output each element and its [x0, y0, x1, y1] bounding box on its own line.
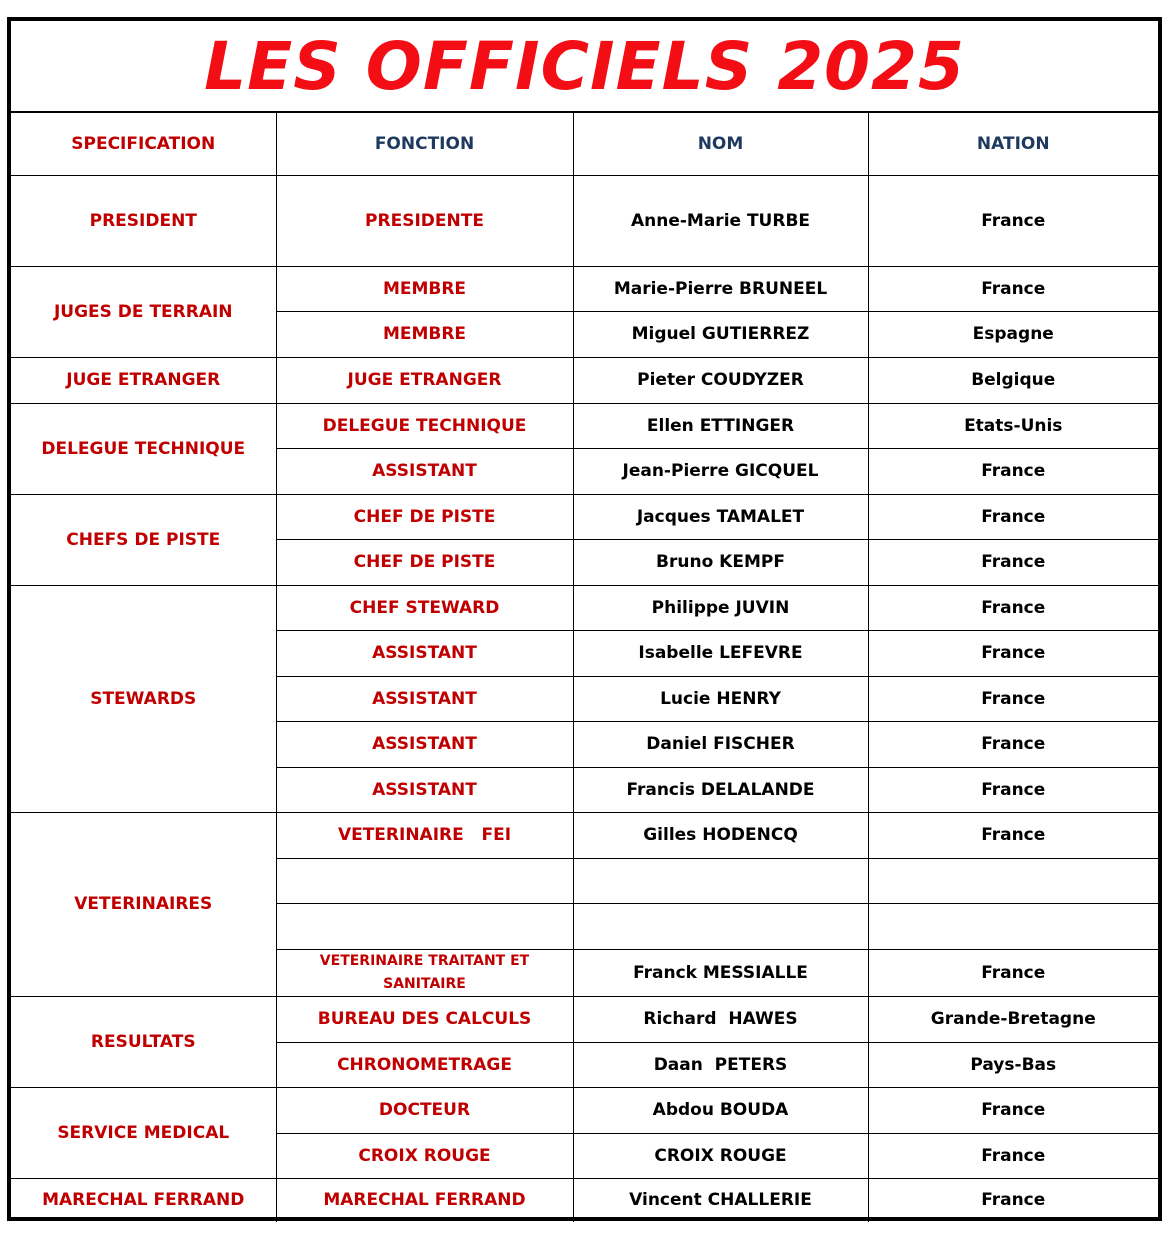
nom-cell: Franck MESSIALLE	[573, 949, 868, 996]
specification-cell: PRESIDENT	[11, 175, 276, 266]
nation-cell: France	[868, 1087, 1158, 1133]
nom-cell: Jacques TAMALET	[573, 494, 868, 539]
fonction-cell: CHEF DE PISTE	[276, 539, 573, 585]
table-row	[11, 175, 1158, 266]
nation-cell: Belgique	[868, 357, 1158, 403]
fonction-cell: CROIX ROUGE	[276, 1133, 573, 1178]
table-row	[11, 357, 1158, 403]
specification-cell: SERVICE MEDICAL	[11, 1087, 276, 1178]
fonction-cell: ASSISTANT	[276, 630, 573, 676]
fonction-cell: ASSISTANT	[276, 721, 573, 767]
nation-cell: Grande-Bretagne	[868, 996, 1158, 1042]
nom-cell: Vincent CHALLERIE	[573, 1178, 868, 1222]
nom-cell: Marie-Pierre BRUNEEL	[573, 266, 868, 311]
table-row	[11, 812, 1158, 858]
fonction-cell: VETERINAIRE FEI	[276, 812, 573, 858]
fonction-cell	[276, 858, 573, 903]
nation-cell: France	[868, 585, 1158, 630]
nation-cell: France	[868, 767, 1158, 812]
nation-cell: France	[868, 812, 1158, 858]
fonction-cell: MEMBRE	[276, 311, 573, 357]
table-row	[11, 1087, 1158, 1133]
table-row	[11, 403, 1158, 448]
fonction-cell: JUGE ETRANGER	[276, 357, 573, 403]
specification-cell: DELEGUE TECHNIQUE	[11, 403, 276, 494]
nation-cell: France	[868, 448, 1158, 494]
nom-cell: Daniel FISCHER	[573, 721, 868, 767]
fonction-cell: CHEF DE PISTE	[276, 494, 573, 539]
nom-cell: Gilles HODENCQ	[573, 812, 868, 858]
fonction-cell: ASSISTANT	[276, 767, 573, 812]
nation-cell	[868, 858, 1158, 903]
nom-cell: Bruno KEMPF	[573, 539, 868, 585]
fonction-cell: ASSISTANT	[276, 448, 573, 494]
nom-cell: Richard HAWES	[573, 996, 868, 1042]
nom-cell: Anne-Marie TURBE	[573, 175, 868, 266]
specification-cell: JUGES DE TERRAIN	[11, 266, 276, 357]
nation-cell: France	[868, 175, 1158, 266]
fonction-cell: MEMBRE	[276, 266, 573, 311]
specification-cell: MARECHAL FERRAND	[11, 1178, 276, 1222]
fonction-cell: BUREAU DES CALCULS	[276, 996, 573, 1042]
nation-cell: France	[868, 1178, 1158, 1222]
nation-cell: Espagne	[868, 311, 1158, 357]
table-row	[11, 266, 1158, 311]
nation-cell: France	[868, 539, 1158, 585]
specification-cell: CHEFS DE PISTE	[11, 494, 276, 585]
nom-cell	[573, 903, 868, 949]
fonction-cell: PRESIDENTE	[276, 175, 573, 266]
fonction-cell: ASSISTANT	[276, 676, 573, 721]
nation-cell: France	[868, 494, 1158, 539]
nom-cell: Lucie HENRY	[573, 676, 868, 721]
nom-cell: Daan PETERS	[573, 1042, 868, 1087]
fonction-cell: VETERINAIRE TRAITANT ET SANITAIRE	[276, 949, 573, 996]
header-nation: NATION	[868, 113, 1158, 175]
specification-cell: VETERINAIRES	[11, 812, 276, 996]
nation-cell: Etats-Unis	[868, 403, 1158, 448]
fonction-cell: CHEF STEWARD	[276, 585, 573, 630]
nom-cell: Philippe JUVIN	[573, 585, 868, 630]
header-fonction: FONCTION	[276, 113, 573, 175]
nom-cell: Jean-Pierre GICQUEL	[573, 448, 868, 494]
officials-sheet	[7, 17, 1162, 1221]
nom-cell: CROIX ROUGE	[573, 1133, 868, 1178]
table-row	[11, 996, 1158, 1042]
table-row	[11, 585, 1158, 630]
nom-cell: Francis DELALANDE	[573, 767, 868, 812]
specification-cell: STEWARDS	[11, 585, 276, 812]
header-nom: NOM	[573, 113, 868, 175]
nation-cell: France	[868, 721, 1158, 767]
nom-cell: Miguel GUTIERREZ	[573, 311, 868, 357]
fonction-cell: CHRONOMETRAGE	[276, 1042, 573, 1087]
specification-cell: JUGE ETRANGER	[11, 357, 276, 403]
fonction-cell: DELEGUE TECHNIQUE	[276, 403, 573, 448]
fonction-cell: MARECHAL FERRAND	[276, 1178, 573, 1222]
nation-cell	[868, 903, 1158, 949]
page-title: LES OFFICIELS 2025	[11, 21, 1158, 113]
nation-cell: France	[868, 1133, 1158, 1178]
nation-cell: France	[868, 949, 1158, 996]
nation-cell: France	[868, 676, 1158, 721]
nom-cell: Pieter COUDYZER	[573, 357, 868, 403]
nom-cell: Isabelle LEFEVRE	[573, 630, 868, 676]
fonction-cell	[276, 903, 573, 949]
specification-cell: RESULTATS	[11, 996, 276, 1087]
nom-cell: Ellen ETTINGER	[573, 403, 868, 448]
header-specification: SPECIFICATION	[11, 113, 276, 175]
nation-cell: France	[868, 266, 1158, 311]
header-row	[11, 113, 1158, 175]
nom-cell: Abdou BOUDA	[573, 1087, 868, 1133]
table-row	[11, 1178, 1158, 1222]
nation-cell: Pays-Bas	[868, 1042, 1158, 1087]
table-row	[11, 494, 1158, 539]
officials-table	[11, 113, 1158, 1222]
fonction-cell: DOCTEUR	[276, 1087, 573, 1133]
nom-cell	[573, 858, 868, 903]
nation-cell: France	[868, 630, 1158, 676]
